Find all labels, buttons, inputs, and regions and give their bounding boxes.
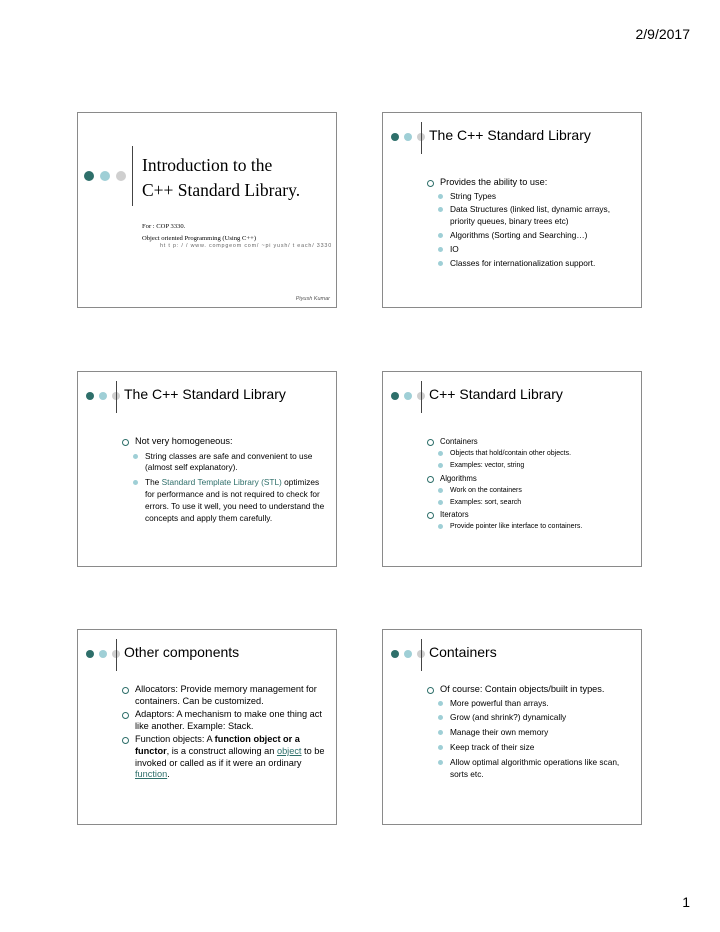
- dot-light: [116, 171, 126, 181]
- stl-link[interactable]: Standard Template Library (STL): [161, 477, 282, 488]
- sub-bullet: Algorithms (Sorting and Searching…): [427, 230, 633, 242]
- slide-body: [427, 436, 633, 534]
- bullet: Provides the ability to use:: [427, 177, 633, 189]
- sub-bullet: Examples: vector, string: [427, 460, 633, 472]
- decorative-dots: [84, 171, 126, 181]
- dot-dark: [84, 171, 94, 181]
- dot-mid: [100, 171, 110, 181]
- sub-bullet: Manage their own memory: [427, 727, 633, 739]
- slide-title: Containers: [429, 644, 497, 660]
- slide-2: [382, 112, 642, 308]
- sub-bullet: Allow optimal algorithmic operations like scan, sorts etc.: [427, 757, 633, 781]
- bullet: Containers: [427, 436, 633, 448]
- slide-title: [77, 112, 337, 308]
- sub-bullet: IO: [427, 244, 633, 256]
- presentation-title: Introduction to the C++ Standard Library.: [142, 155, 301, 200]
- bullet: Function objects: A function object or a functor, is a construct allowing an object to be invoked or called as if it were an ordinary function.: [122, 734, 328, 780]
- sub-bullet: Classes for internationalization support.: [427, 258, 633, 270]
- bullet: Algorithms: [427, 473, 633, 485]
- sub-bullet: Work on the containers: [427, 485, 633, 497]
- page-date: 2/9/2017: [635, 26, 690, 42]
- slide-title: Other components: [124, 644, 240, 660]
- sub-bullet: More powerful than arrays.: [427, 698, 633, 710]
- slide-6: [382, 629, 642, 825]
- sub-bullet: The Standard Template Library (STL) optimizes for performance and is not required to check for errors. To use it well, you need to understand the concepts and apply them carefully.: [122, 477, 328, 524]
- slide-3: [77, 371, 337, 567]
- slide-title: The C++ Standard Library: [429, 127, 591, 143]
- bullet: Iterators: [427, 509, 633, 521]
- author: Piyush Kumar: [295, 296, 330, 302]
- slide-title: The C++ Standard Library: [124, 386, 286, 402]
- title-divider: [132, 146, 133, 206]
- decorative-dots: [391, 650, 425, 658]
- sub-bullet: Examples: sort, search: [427, 497, 633, 509]
- bullet: Adaptors: A mechanism to make one thing act like another. Example: Stack.: [122, 709, 328, 732]
- slide-body: [122, 684, 328, 781]
- course-url: ht t p: / / www. compgeom com/ ~pi yush/ t each/ 3330: [160, 243, 332, 249]
- slide-5: [77, 629, 337, 825]
- page-number: 1: [682, 894, 690, 910]
- slide-body: [122, 436, 328, 524]
- sub-bullet: String classes are safe and convenient to use (almost self explanatory).: [122, 451, 328, 475]
- decorative-dots: [86, 392, 120, 400]
- bullet: Not very homogeneous:: [122, 436, 328, 448]
- slide-body: [427, 177, 633, 269]
- sub-bullet: Objects that hold/contain other objects.: [427, 448, 633, 460]
- sub-bullet: Data Structures (linked list, dynamic arrays, priority queues, binary trees etc): [427, 204, 633, 228]
- slide-4: [382, 371, 642, 567]
- sub-bullet: Keep track of their size: [427, 742, 633, 754]
- object-link[interactable]: object: [276, 745, 302, 756]
- bullet: Allocators: Provide memory management for containers. Can be customized.: [122, 684, 328, 707]
- sub-bullet: String Types: [427, 191, 633, 203]
- slide-body: [427, 684, 633, 780]
- decorative-dots: [391, 392, 425, 400]
- function-link[interactable]: function: [135, 769, 168, 780]
- slide-title: C++ Standard Library: [429, 386, 563, 402]
- course-info: For : COP 3330. Object oriented Programming (Using C++): [142, 223, 257, 242]
- decorative-dots: [391, 133, 425, 141]
- decorative-dots: [86, 650, 120, 658]
- sub-bullet: Grow (and shrink?) dynamically: [427, 712, 633, 724]
- sub-bullet: Provide pointer like interface to containers.: [427, 521, 633, 533]
- bullet: Of course: Contain objects/built in types.: [427, 684, 633, 696]
